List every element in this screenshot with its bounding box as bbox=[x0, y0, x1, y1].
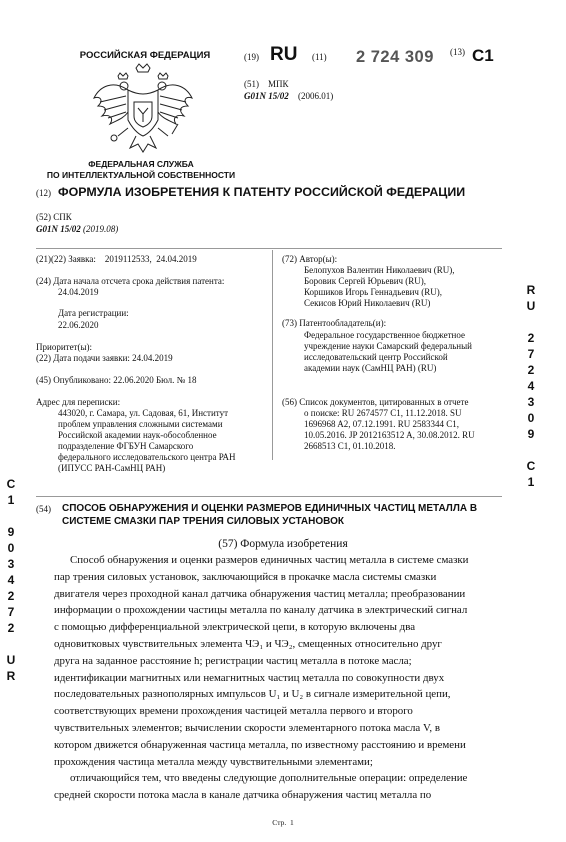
owner-line: учреждение науки Самарский федеральный bbox=[304, 341, 472, 351]
reference-line: 10.05.2016. JP 2012163512 A, 30.08.2012. RU bbox=[304, 430, 475, 440]
authors-label: (72) Автор(ы): bbox=[282, 254, 338, 264]
formula-line: информации о прохождении частицы металла по каналу датчика в электрический сигнал bbox=[54, 604, 468, 617]
side-char bbox=[524, 442, 538, 458]
side-char: C bbox=[526, 459, 536, 473]
field-22: (22) Дата подачи заявки: 24.04.2019 bbox=[36, 353, 173, 363]
mpk-value: G01N 15/02 bbox=[244, 91, 289, 101]
side-char: 4 bbox=[527, 379, 535, 393]
address-line: 443020, г. Самара, ул. Садовая, 61, Институт bbox=[58, 408, 229, 418]
side-char: C bbox=[6, 477, 16, 491]
side-char: 9 bbox=[527, 427, 535, 441]
owner-line: академии наук (СамНЦ РАН) (RU) bbox=[304, 363, 437, 373]
references-label: (56) Список документов, цитированных в отчете bbox=[282, 397, 469, 407]
side-char: 3 bbox=[527, 395, 535, 409]
address-line: проблем управления сложными системами bbox=[58, 419, 223, 429]
formula-line: идентификации магнитных или немагнитных частиц металла по совокупности двух bbox=[54, 671, 445, 684]
side-char: U bbox=[526, 299, 536, 313]
side-char: 0 bbox=[7, 541, 15, 555]
biblio-divider bbox=[272, 250, 273, 460]
references-block bbox=[304, 408, 475, 452]
field-24-value: 24.04.2019 bbox=[58, 287, 99, 297]
side-char: U bbox=[6, 653, 16, 667]
side-char: 0 bbox=[527, 411, 535, 425]
formula-line: прохождения частица металла между чувствительными элементами; bbox=[54, 755, 373, 768]
document-title: ФОРМУЛА ИЗОБРЕТЕНИЯ К ПАТЕНТУ РОССИЙСКОЙ ФЕДЕРАЦИИ bbox=[58, 185, 466, 199]
side-char: 7 bbox=[7, 605, 15, 619]
invention-title-line: СПОСОБ ОБНАРУЖЕНИЯ И ОЦЕНКИ РАЗМЕРОВ ЕДИНИЧНЫХ ЧАСТИЦ МЕТАЛЛА В bbox=[62, 503, 478, 514]
side-char: R bbox=[6, 669, 16, 683]
side-char: 7 bbox=[527, 347, 535, 361]
author-item: Боровик Сергей Юрьевич (RU), bbox=[304, 276, 427, 286]
spk-value: G01N 15/02 bbox=[36, 224, 81, 234]
formula-line: соответствующих времени прохождения частицей металла первого и второго bbox=[54, 705, 413, 718]
application-field: (21)(22) Заявка: 2019112533, 24.04.2019 bbox=[36, 254, 197, 264]
formula-line: котором движется обнаруженная частица металла, по известному расстоянию и времени bbox=[54, 738, 466, 751]
side-char bbox=[524, 314, 538, 330]
formula-body bbox=[54, 552, 504, 804]
formula-line: одновитковых чувствительных элемента ЧЭ₁ и ЧЭ₂, смещенных относительно друг bbox=[54, 637, 442, 650]
formula-line: отличающийся тем, что введены следующие дополнительные операции: определение bbox=[70, 772, 468, 785]
registration-label: Дата регистрации: bbox=[58, 308, 129, 318]
side-char: 9 bbox=[7, 525, 15, 539]
formula-line: Способ обнаружения и оценки размеров единичных частиц металла в системе смазки bbox=[70, 554, 469, 566]
formula-heading: (57) Формула изобретения bbox=[218, 538, 348, 550]
country-name: РОССИЙСКАЯ ФЕДЕРАЦИЯ bbox=[79, 50, 211, 61]
side-code-left bbox=[4, 476, 18, 684]
side-char: R bbox=[526, 283, 536, 297]
field-24-label: (24) Дата начала отсчета срока действия патента: bbox=[36, 276, 225, 286]
side-char: 2 bbox=[7, 621, 15, 635]
owner-line: Федеральное государственное бюджетное bbox=[304, 330, 465, 340]
side-char: 1 bbox=[7, 493, 15, 507]
side-char bbox=[4, 636, 18, 652]
owner-line: исследовательский центр Российской bbox=[304, 352, 448, 362]
title-top-rule bbox=[36, 496, 502, 497]
emblem bbox=[88, 62, 198, 154]
agency-line-1: ФЕДЕРАЛЬНАЯ СЛУЖБА bbox=[88, 159, 194, 169]
biblio-top-rule bbox=[36, 248, 502, 249]
address-line: федерального исследовательского центра РАН bbox=[58, 452, 236, 462]
reference-line: 2668513 C1, 01.10.2018. bbox=[304, 441, 396, 451]
formula-line: пар трения силовых установок, заключающийся в прокачке масла системы смазки bbox=[54, 570, 437, 583]
address-line: (ИПУСС РАН-СамНЦ РАН) bbox=[58, 463, 166, 473]
coat-of-arms-icon bbox=[88, 62, 198, 154]
address-line: Российской академии наук-обособленное bbox=[58, 430, 217, 440]
invention-title bbox=[62, 502, 477, 528]
spk-code-number: (52) bbox=[36, 212, 51, 222]
author-item: Белопухов Валентин Николаевич (RU), bbox=[304, 265, 455, 275]
registration-value: 22.06.2020 bbox=[58, 320, 99, 330]
side-char: 2 bbox=[7, 589, 15, 603]
code-11: (11) bbox=[312, 52, 327, 62]
mpk-label: МПК bbox=[268, 79, 289, 89]
formula-line: чувствительных элементов; вычислении скорости элементарного потока масла V, в bbox=[54, 721, 441, 734]
priority-label: Приоритет(ы): bbox=[36, 342, 93, 352]
reference-line: 1696968 A2, 07.12.1991. RU 2583344 C1, bbox=[304, 419, 460, 429]
formula-line: друга на заданное расстояние h; регистрации частиц металла в потоке масла; bbox=[54, 654, 412, 667]
formula-line: двигателя через проходной канал датчика обнаружения частиц металла; преобразовании bbox=[54, 587, 466, 600]
mpk-date: (2006.01) bbox=[298, 91, 334, 101]
spk-code bbox=[36, 212, 72, 223]
code-13: (13) bbox=[450, 47, 465, 57]
spk-value-row bbox=[36, 224, 118, 235]
formula-line: последовательных разнополярных импульсов U₁ и U₂ в сигнале измерительной цепи, bbox=[54, 688, 451, 701]
spk-label: СПК bbox=[53, 212, 72, 222]
code-12: (12) bbox=[36, 188, 51, 198]
side-char: 3 bbox=[7, 557, 15, 571]
invention-title-line: СИСТЕМЕ СМАЗКИ ПАР ТРЕНИЯ СИЛОВЫХ УСТАНОВОК bbox=[62, 516, 345, 527]
side-char bbox=[4, 508, 18, 524]
formula-line: с помощью дифференциальной электрической цепи, в которую включены два bbox=[54, 621, 416, 634]
side-char: 4 bbox=[7, 573, 15, 587]
side-char: 2 bbox=[527, 331, 535, 345]
author-item: Коршиков Игорь Геннадьевич (RU), bbox=[304, 287, 442, 297]
side-code-right bbox=[524, 282, 538, 490]
code-19: (19) bbox=[244, 52, 259, 62]
address-block bbox=[58, 408, 236, 474]
authors-list bbox=[304, 265, 455, 309]
reference-line: о поиске: RU 2674577 C1, 11.12.2018. SU bbox=[304, 408, 462, 418]
title-code: (54) bbox=[36, 504, 51, 514]
field-45: (45) Опубликовано: 22.06.2020 Бюл. № 18 bbox=[36, 375, 197, 385]
formula-line: средней скорости потока масла в канале датчика обнаружения частиц металла по bbox=[54, 789, 432, 802]
side-char: 2 bbox=[527, 363, 535, 377]
code-51: (51) bbox=[244, 79, 259, 89]
author-item: Секисов Юрий Николаевич (RU) bbox=[304, 298, 431, 308]
spk-date: (2019.08) bbox=[83, 224, 119, 234]
patent-number: 2 724 309 bbox=[356, 48, 434, 66]
kind-code: C1 bbox=[472, 46, 494, 65]
agency-line-2: ПО ИНТЕЛЛЕКТУАЛЬНОЙ СОБСТВЕННОСТИ bbox=[46, 170, 236, 180]
address-line: подразделение ФГБУН Самарского bbox=[58, 441, 194, 451]
page-number: Стр. 1 bbox=[272, 818, 294, 827]
side-char: 1 bbox=[527, 475, 535, 489]
address-label: Адрес для переписки: bbox=[36, 397, 121, 407]
owner-block bbox=[304, 330, 472, 374]
owner-label: (73) Патентообладатель(и): bbox=[282, 318, 387, 328]
country-code: RU bbox=[270, 44, 298, 65]
